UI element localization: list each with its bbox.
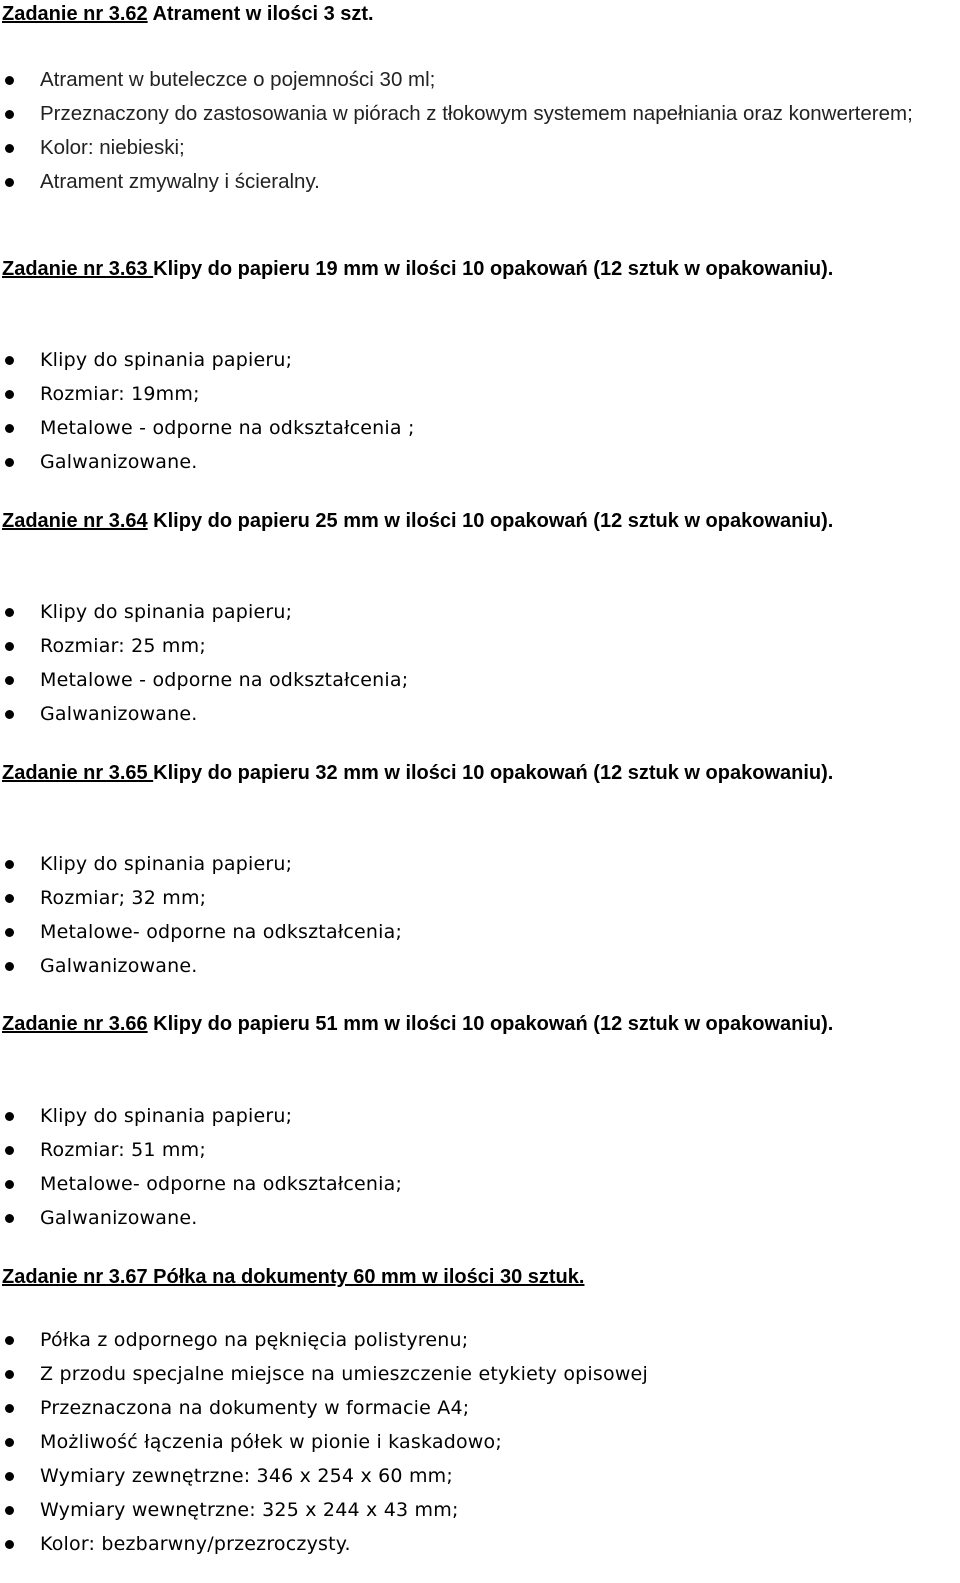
- list-item: Przeznaczona na dokumenty w formacie A4;: [0, 1391, 948, 1425]
- list-item: Metalowe- odporne na odkształcenia;: [0, 915, 948, 949]
- list-item: Klipy do spinania papieru;: [0, 595, 948, 629]
- list-item: Rozmiar: 25 mm;: [0, 629, 948, 663]
- task-number: Zadanie nr 3.63: [2, 258, 154, 280]
- bullet-icon: [5, 110, 14, 119]
- bullet-icon: [5, 1506, 14, 1515]
- list-item: Atrament zmywalny i ścieralny.: [0, 165, 948, 199]
- bullet-icon: [5, 608, 14, 617]
- list-item: Przeznaczony do zastosowania w piórach z tłokowym systemem napełniania oraz konwerterem;: [0, 97, 948, 131]
- list-item: Galwanizowane.: [0, 949, 948, 983]
- task-heading-3-66: [2, 1008, 948, 1040]
- task-number: Zadanie nr 3.66: [2, 1013, 148, 1035]
- task-heading-3-65: [2, 757, 948, 789]
- bullet-icon: [5, 458, 14, 467]
- list-item: Wymiary wewnętrzne: 325 x 244 x 43 mm;: [0, 1493, 948, 1527]
- list-item: Kolor: niebieski;: [0, 131, 948, 165]
- task-spec-list-3-64: [0, 595, 948, 731]
- task-title: Klipy do papieru 51 mm w ilości 10 opakowań (12 sztuk w opakowaniu).: [147, 1013, 834, 1035]
- bullet-icon: [5, 1472, 14, 1481]
- list-item: Rozmiar: 51 mm;: [0, 1133, 948, 1167]
- bullet-icon: [5, 1112, 14, 1121]
- bullet-icon: [5, 1336, 14, 1345]
- task-title: Klipy do papieru 25 mm w ilości 10 opakowań (12 sztuk w opakowaniu).: [147, 510, 834, 532]
- task-number: Zadanie nr 3.65: [2, 762, 154, 784]
- task-number: Zadanie nr 3.64: [2, 510, 148, 532]
- list-item: Klipy do spinania papieru;: [0, 847, 948, 881]
- task-heading-3-67: [2, 1261, 948, 1293]
- task-spec-list-3-62: [0, 63, 948, 199]
- list-item: Metalowe - odporne na odkształcenia ;: [0, 411, 948, 445]
- bullet-icon: [5, 894, 14, 903]
- bullet-icon: [5, 1370, 14, 1379]
- list-item: Klipy do spinania papieru;: [0, 343, 948, 377]
- list-item: Możliwość łączenia półek w pionie i kaskadowo;: [0, 1425, 948, 1459]
- list-item: Galwanizowane.: [0, 445, 948, 479]
- list-item: Rozmiar; 32 mm;: [0, 881, 948, 915]
- bullet-icon: [5, 860, 14, 869]
- task-number: Zadanie nr 3.62: [2, 3, 148, 25]
- bullet-icon: [5, 1438, 14, 1447]
- bullet-icon: [5, 424, 14, 433]
- bullet-icon: [5, 928, 14, 937]
- bullet-icon: [5, 1214, 14, 1223]
- task-title: Klipy do papieru 32 mm w ilości 10 opakowań (12 sztuk w opakowaniu).: [153, 762, 834, 784]
- list-item: Metalowe - odporne na odkształcenia;: [0, 663, 948, 697]
- bullet-icon: [5, 676, 14, 685]
- task-title: Klipy do papieru 19 mm w ilości 10 opakowań (12 sztuk w opakowaniu).: [153, 258, 834, 280]
- list-item: Atrament w buteleczce o pojemności 30 ml;: [0, 63, 948, 97]
- bullet-icon: [5, 710, 14, 719]
- task-spec-list-3-67: [0, 1323, 948, 1561]
- bullet-icon: [5, 962, 14, 971]
- list-item: Klipy do spinania papieru;: [0, 1099, 948, 1133]
- task-heading-3-63: [2, 253, 948, 285]
- bullet-icon: [5, 178, 14, 187]
- bullet-icon: [5, 1540, 14, 1549]
- list-item: Z przodu specjalne miejsce na umieszczenie etykiety opisowej: [0, 1357, 948, 1391]
- list-item: Galwanizowane.: [0, 697, 948, 731]
- bullet-icon: [5, 144, 14, 153]
- bullet-icon: [5, 390, 14, 399]
- list-item: Półka z odpornego na pęknięcia polistyrenu;: [0, 1323, 948, 1357]
- bullet-icon: [5, 76, 14, 85]
- task-spec-list-3-65: [0, 847, 948, 983]
- bullet-icon: [5, 1146, 14, 1155]
- list-item: Galwanizowane.: [0, 1201, 948, 1235]
- task-title: Atrament w ilości 3 szt.: [147, 3, 374, 25]
- list-item: Rozmiar: 19mm;: [0, 377, 948, 411]
- bullet-icon: [5, 642, 14, 651]
- list-item: Metalowe- odporne na odkształcenia;: [0, 1167, 948, 1201]
- bullet-icon: [5, 1180, 14, 1189]
- list-item: Kolor: bezbarwny/przezroczysty.: [0, 1527, 948, 1561]
- task-number: Zadanie nr 3.67 Półka na dokumenty 60 mm w ilości 30 sztuk.: [2, 1266, 585, 1288]
- bullet-icon: [5, 356, 14, 365]
- task-heading-3-64: [2, 505, 948, 537]
- task-heading-3-62: [2, 0, 948, 30]
- task-spec-list-3-63: [0, 343, 948, 479]
- list-item: Wymiary zewnętrzne: 346 x 254 x 60 mm;: [0, 1459, 948, 1493]
- bullet-icon: [5, 1404, 14, 1413]
- task-spec-list-3-66: [0, 1099, 948, 1235]
